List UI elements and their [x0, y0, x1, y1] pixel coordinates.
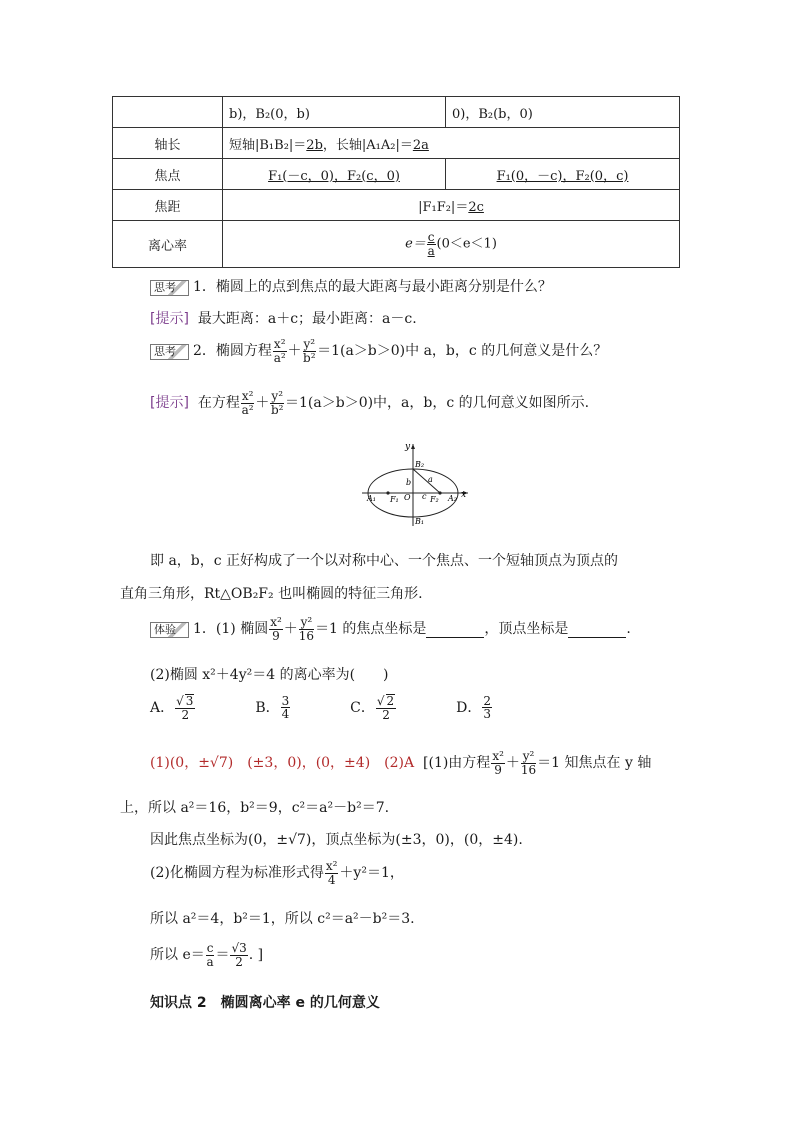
- think-tag: 思考: [150, 344, 189, 360]
- knowledge-point-heading: 知识点 2 椭圆离心率 e 的几何意义: [150, 995, 380, 1011]
- row-label: 焦距: [113, 190, 223, 221]
- table-row: [113, 97, 680, 128]
- answer-blank: [568, 621, 626, 638]
- table-row: [113, 159, 680, 190]
- c-label: c: [422, 492, 427, 501]
- table-cell: F₁(－c，0)，F₂(c，0): [223, 159, 446, 190]
- answer-line-5: 所以 a²＝4，b²＝1，所以 c²＝a²－b²＝3.: [150, 911, 415, 927]
- answer-line-6: 所以 e＝ $\frac{c}{a}$ ＝ $\frac{√3}{2}$ . ]: [150, 941, 264, 969]
- think-tag: 思考: [150, 280, 189, 296]
- exercise-1: 体验 1．(1) 椭圆 $\frac{\text{x²}}{9}$ ＋ $\frac{\text{y²}}{16}$ ＝1 的焦点坐标是 ，顶点坐标是 .: [150, 616, 631, 642]
- table-row: [113, 190, 680, 221]
- question-2: (2)椭圆 x²＋4y²＝4 的离心率为( ): [150, 667, 389, 683]
- row-label: 离心率: [113, 221, 223, 268]
- option-b: B． $\frac{3}{4}$: [255, 693, 290, 722]
- B1-label: B₁: [415, 517, 425, 526]
- answer-blank: [426, 621, 484, 638]
- option-c: C． $\frac{√ 2}{2}$: [350, 694, 395, 722]
- table-row: [113, 221, 680, 268]
- answer-key: (1)(0，±√7) (±3，0)，(0，±4) (2)A: [150, 755, 415, 772]
- table-cell: F₁(0，－c)，F₂(0，c): [446, 159, 680, 190]
- think-1: 思考 1．椭圆上的点到焦点的最大距离与最小距离分别是什么？: [150, 276, 552, 296]
- table-cell: b)，B₂(0，b): [223, 97, 446, 128]
- table-cell: 短轴|B₁B₂|＝2b，长轴|A₁A₂|＝2a: [223, 128, 680, 159]
- experience-tag: 体验: [150, 622, 189, 638]
- ellipse-figure: [358, 440, 473, 528]
- b-label: b: [406, 478, 412, 487]
- F2-label: F₂: [430, 495, 439, 504]
- answer-line-2: 上，所以 a²＝16，b²＝9，c²＝a²－b²＝7.: [120, 800, 390, 816]
- hint-tag: [提示]: [150, 311, 189, 327]
- x-axis-label: x: [461, 490, 467, 500]
- B2-label: B₂: [415, 460, 425, 469]
- hint-1: [提示] 最大距离：a＋c；最小距离：a－c.: [150, 311, 417, 327]
- hint-tag: [提示]: [150, 395, 189, 412]
- paragraph-line-2: 直角三角形，Rt△OB₂F₂ 也叫椭圆的特征三角形.: [120, 586, 423, 602]
- F1-label: F₁: [390, 495, 399, 504]
- think-2: 思考 2．椭圆方程 $\frac{\text{x²}}{\text{a²}}$ ＋ $\frac{\text{y²}}{\text{b²}}$ ＝1(a＞b＞0)中 a，b，c 的几何意义是什么？: [150, 338, 607, 364]
- A1-label: A₁: [367, 494, 376, 503]
- table-cell: e＝ $\frac{c}{a}$ (0＜e＜1): [223, 221, 680, 268]
- ellipse-properties-table: [112, 96, 680, 268]
- row-label: 轴长: [113, 128, 223, 159]
- hint-2: [提示] 在方程 $\frac{\text{x²}}{\text{a²}}$ ＋ $\frac{\text{y²}}{\text{b²}}$ ＝1(a＞b＞0)中，a，b，c 的几何意义如图所示.: [150, 389, 590, 417]
- table-cell: 0)，B₂(b，0): [446, 97, 680, 128]
- option-d: D． $\frac{2}{3}$: [456, 693, 491, 722]
- y-axis-label: y: [405, 442, 411, 452]
- table-cell: |F₁F₂|＝2c: [223, 190, 680, 221]
- answer-line-4: (2)化椭圆方程为标准形式得 $\frac{\text{x²}}{4}$ ＋y²＝1，: [150, 859, 404, 887]
- paragraph-line-1: 即 a，b，c 正好构成了一个以对称中心、一个焦点、一个短轴顶点为顶点的: [150, 553, 619, 569]
- origin-label: O: [404, 493, 411, 502]
- options-row: [150, 694, 493, 721]
- option-a: A． $\frac{√ 3}{2}$: [150, 694, 194, 722]
- answer-line-1: (1)(0，±√7) (±3，0)，(0，±4) (2)A [(1)由方程 $\frac{\text{x²}}{9}$ ＋ $\frac{\text{y²}}{16}$ ＝1 知焦点在 y 轴: [150, 749, 652, 777]
- A2-label: A₂: [448, 494, 457, 503]
- row-label: 焦点: [113, 159, 223, 190]
- a-label: a: [428, 475, 433, 484]
- answer-line-3: 因此焦点坐标为(0，±√7)，顶点坐标为(±3，0)，(0，±4).: [150, 832, 523, 848]
- table-row: [113, 128, 680, 159]
- fraction: $\frac{c}{a}$: [427, 229, 435, 258]
